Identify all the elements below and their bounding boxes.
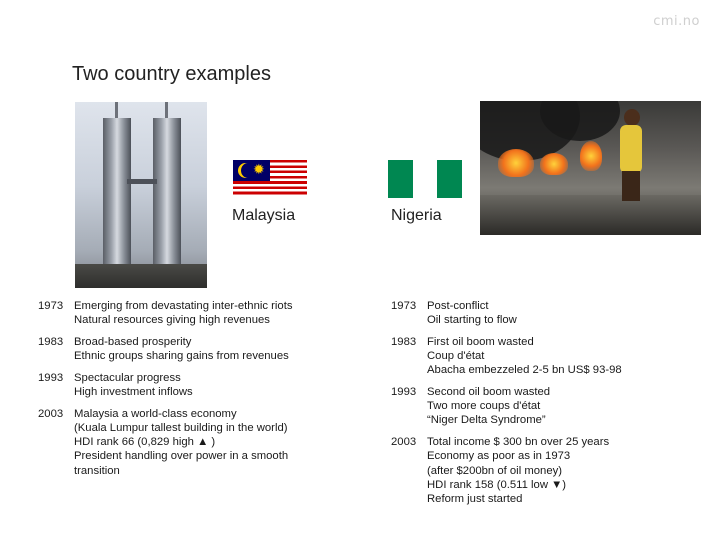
timeline-year: 2003 (38, 407, 64, 420)
timeline-line: HDI rank 158 (0.511 low ▼) (427, 478, 567, 491)
timeline-year: 1993 (38, 371, 64, 384)
oil-fire-photo (480, 101, 701, 235)
timeline-line: Coup d'état (427, 350, 485, 363)
timeline-entry (391, 335, 691, 378)
malaysia-flag (233, 160, 307, 197)
person-legs (622, 171, 640, 201)
star-icon: ✹ (253, 161, 265, 177)
timeline-year: 1993 (391, 386, 417, 399)
timeline-line: (Kuala Lumpur tallest building in the world) (74, 421, 288, 434)
skybridge (127, 179, 157, 184)
country-label-nigeria: Nigeria (391, 207, 442, 224)
cmi-logo: cmi.no (653, 14, 700, 29)
timeline-line: Emerging from devastating inter-ethnic riots (74, 300, 293, 312)
timeline-entry (38, 335, 338, 363)
fire (580, 141, 602, 171)
timeline-line: Economy as poor as in 1973 (427, 450, 571, 463)
timeline-line: Natural resources giving high revenues (74, 314, 270, 327)
petronas-towers-photo (75, 102, 207, 288)
timeline-line: Abacha embezzeled 2-5 bn US$ 93-98 (427, 364, 622, 377)
timeline-line: President handling over power in a smooth (74, 450, 289, 463)
oil-water (480, 195, 701, 235)
spire-right (165, 102, 168, 118)
timeline-line: “Niger Delta Syndrome” (427, 414, 546, 427)
timeline-line: Malaysia a world-class economy (74, 407, 237, 420)
nigeria-flag (388, 160, 462, 198)
slide-title: Two country examples (72, 63, 271, 85)
fire (540, 153, 568, 175)
timeline-entry (391, 299, 691, 327)
timeline-line: Second oil boom wasted (427, 386, 551, 399)
person-head (624, 109, 640, 126)
timeline-line: Reform just started (427, 492, 523, 505)
timeline-line: High investment inflows (74, 386, 193, 399)
timeline-entry (391, 385, 691, 428)
malaysia-timeline (38, 299, 338, 485)
timeline-year: 1973 (391, 300, 417, 312)
timeline-line: First oil boom wasted (427, 335, 534, 348)
timeline-year: 1973 (38, 300, 64, 312)
tower-right (153, 118, 181, 288)
timeline-year: 2003 (391, 436, 417, 449)
timeline-line: Broad-based prosperity (74, 335, 192, 348)
timeline-line: Total income $ 300 bn over 25 years (427, 436, 610, 449)
timeline-line: Oil starting to flow (427, 314, 517, 327)
timeline-line: HDI rank 66 (0,829 high ▲ ) (74, 436, 216, 449)
timeline-entry (391, 435, 691, 506)
timeline-line: Two more coups d'état (427, 400, 541, 413)
timeline-line: transition (74, 464, 120, 477)
nigeria-timeline (391, 299, 691, 514)
spire-left (115, 102, 118, 118)
timeline-line: Post-conflict (427, 300, 489, 312)
person-body (620, 125, 642, 173)
timeline-entry (38, 371, 338, 399)
timeline-entry (38, 299, 338, 327)
country-label-malaysia: Malaysia (232, 207, 296, 224)
fire (498, 149, 534, 177)
timeline-year: 1983 (391, 335, 417, 348)
timeline-line: (after $200bn of oil money) (427, 464, 563, 477)
timeline-year: 1983 (38, 335, 64, 348)
ground (75, 264, 207, 288)
tower-left (103, 118, 131, 288)
timeline-line: Spectacular progress (74, 371, 181, 384)
timeline-line: Ethnic groups sharing gains from revenues (74, 350, 289, 363)
timeline-entry (38, 407, 338, 478)
